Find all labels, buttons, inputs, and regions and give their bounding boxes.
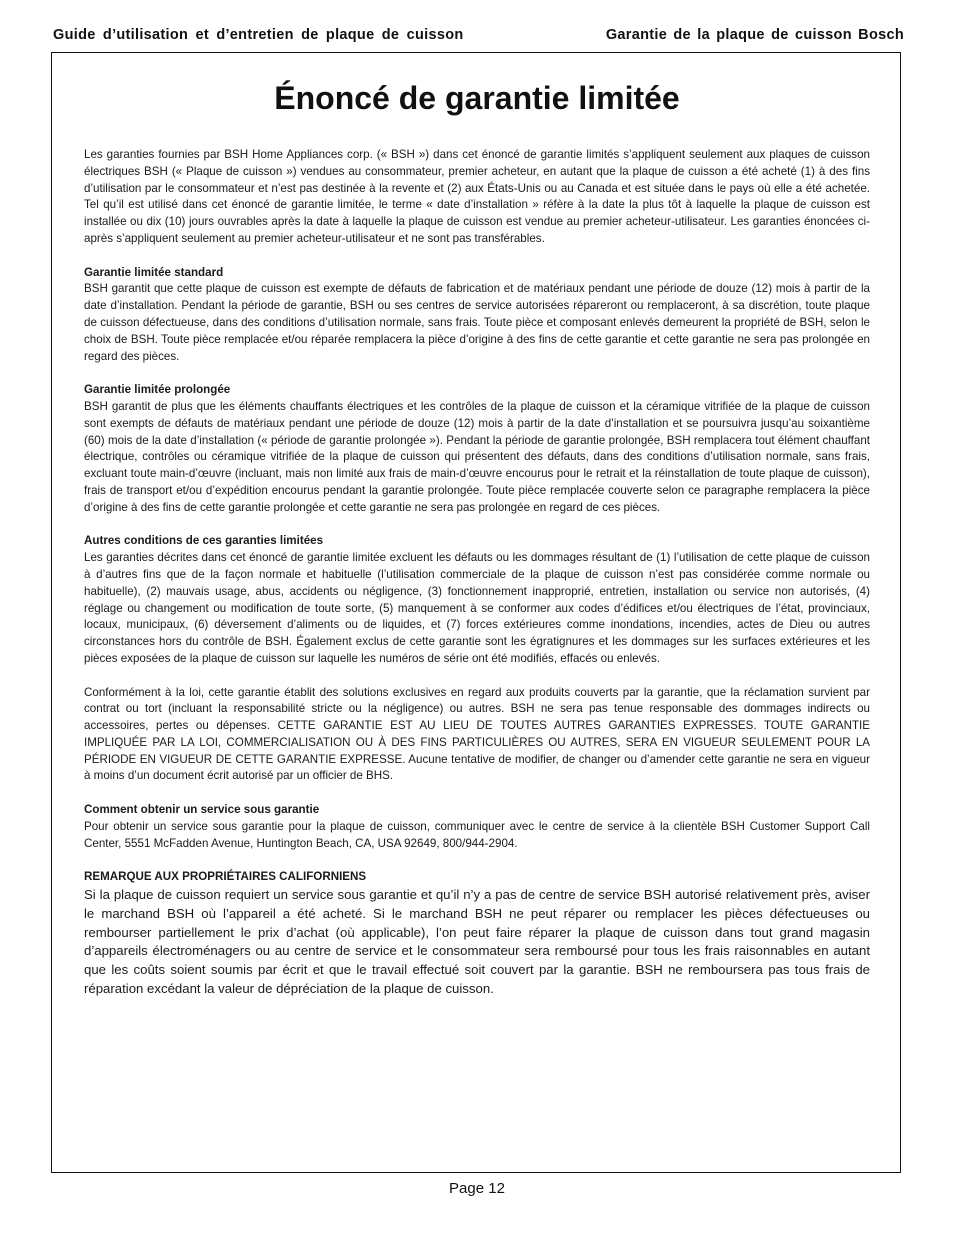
header-guide-title: Guide d’utilisation et d’entretien de plaque de cuisson: [53, 27, 464, 43]
section-body: Si la plaque de cuisson requiert un service sous garantie et qu’il n’y a pas de centre de service BSH autorisé relativement près, aviser le marchand BSH où l’appareil a été acheté. Si le marchand BSH ne peut réparer ou remplacer les pièces défectueuses ou rembourser partiellement le prix d’achat (où applicable), l’on peut faire réparer la plaque de cuisson dans tout grand magasin d’appareils électroménagers ou au centre de service et le consommateur sera remboursé pour tous les frais raisonnables en autant que les coûts soient soumis par écrit et que le travail effectué soit couvert par la garantie. BSH ne remboursera pas tous frais de réparation excédant la valeur de dépréciation de la plaque de cuisson.: [84, 887, 870, 997]
section-other-conditions: [84, 533, 870, 667]
section-body: Conformément à la loi, cette garantie établit des solutions exclusives en regard aux produits couverts par la garantie, que la réclamation survient par contrat ou tort (incluant la responsabilité stricte ou la négligence) ou autres. BSH ne sera pas tenue responsable des dommages indirects ou accessoires, pertes ou dépenses. CETTE GARANTIE EST AU LIEU DE TOUTES AUTRES GARANTIES EXPRESSES. TOUTE GARANTIE IMPLIQUÉE PAR LA LOI, COMMERCIALISATION OU À DES FINS PARTICULIÈRES OU AUTRES, SERA EN VIGUEUR SEULEMENT POUR LA PÉRIODE EN VIGUEUR DE CETTE GARANTIE EXPRESSE. Aucune tentative de modifier, de changer ou d’amender cette garantie ne sera en vigueur à moins d’un document écrit autorisé par un officier de BHS.: [84, 685, 870, 783]
section-body: BSH garantit que cette plaque de cuisson est exempte de défauts de fabrication et de matériaux pendant une période de douze (12) mois à partir de la date d’installation. Pendant la période de garantie, BSH ou ses centres de service autorisées répareront ou remplaceront, à sa discrétion, toute plaque de cuisson défectueuse, dans des conditions d’utilisation normale, sans frais. Toute pièce et composant enlevés demeurent la propriété de BSH, selon le choix de BSH. Toute pièce remplacée et/ou réparée remplacera la pièce d’origine à des fins de cette garantie et cette garantie ne sera pas prolongée en regard des pièces.: [84, 282, 870, 363]
section-legal-notice: [84, 685, 870, 786]
header-section-title: Garantie de la plaque de cuisson Bosch: [605, 27, 904, 43]
section-heading: Garantie limitée standard: [84, 265, 224, 279]
section-heading: Garantie limitée prolongée: [84, 383, 231, 397]
section-body: Les garanties décrites dans cet énoncé de garantie limitée excluent les défauts ou les dommages résultant de (1) l’utilisation de cette plaque de cuisson à d’autres fins que de la façon normale et habituelle (l’utilisation commerciale de la plaque de cuisson n’est pas considérée comme normale ou habituelle), (2) mauvais usage, abus, accidents ou négligence, (3) fonctionnement inapproprié, entretien, installation ou service non autorisés, (4) réglage ou changement ou modification de toute sorte, (5) manquement à se conformer aux codes d’édifices et/ou électriques de l’état, provinciaux, locaux, municipaux, (6) déversement d’aliments ou de liquides, et (7) forces extérieures comme inondations, incendies, actes de Dieu ou autres circonstances hors du contrôle de BSH. Également exclus de cette garantie sont les égratignures et les dommages sur les surfaces extérieures et les pièces exposées de la plaque de cuisson sur laquelle les numéros de série ont été modifiés, effacés ou enlevés.: [84, 551, 870, 665]
section-heading: Comment obtenir un service sous garantie: [84, 803, 320, 817]
section-body: BSH garantit de plus que les éléments chauffants électriques et les contrôles de la plaque de cuisson et la céramique vitrifiée de la plaque de cuisson sont exempts de défauts de matériaux pendant une période de douze (12) mois à partir de la date d’installation et se poursuivra jusqu’au soixantième (60) mois de la date d’installation (« période de garantie prolongée »). Pendant la période de garantie prolongée, BSH remplacera tout élément chauffant électrique, contrôles ou céramique vitrifiée de la plaque de cuisson qui présentent des défauts, dans des conditions d’utilisation normale, sans frais, excluant toute main-d’œuvre (incluant, mais non limité aux frais de main-d’œuvre encourus pour le retrait et la réinstallation de toute plaque de cuisson), frais de transport et/ou d’expédition encourus pendant la garantie prolongée. Toute pièce remplacée couverte selon ce paragraphe remplacera la pièce d’origine à des fins de cette garantie prolongée et cette garantie ne sera pas prolongée en regard de ces pièces.: [84, 399, 870, 514]
intro-paragraph: Les garanties fournies par BSH Home Appliances corp. (« BSH ») dans cet énoncé de garantie limités s’appliquent seulement aux plaques de cuisson électriques BSH (« Plaque de cuisson ») vendues au consommateur, premier acheteur, en autant que la plaque de cuisson a été acheté (1) à des fins d’utilisation par le consommateur et n’est pas destinée à la revente et (2) aux États-Unis ou au Canada et est située dans le pays où elle a été achetée. Tel qu’il est utilisé dans cet énoncé de garantie limitée, le terme « date d’installation » réfère à la date la plus tôt à laquelle la plaque de cuisson est installée ou dix (10) jours ouvrables après la date à laquelle la plaque de cuisson est vendue au premier acheteur-utilisateur. Les garanties énoncées ci-après s’appliquent seulement au premier acheteur-utilisateur et ne sont pas transférables.: [84, 148, 870, 245]
section-body: Pour obtenir un service sous garantie pour la plaque de cuisson, communiquer avec le centre de service à la clientèle BSH Customer Support Call Center, 5551 McFadden Avenue, Huntington Beach, CA, USA 92649, 800/944-2904.: [84, 819, 870, 850]
section-heading: REMARQUE AUX PROPRIÉTAIRES CALIFORNIENS: [84, 870, 367, 884]
warranty-content: [84, 147, 870, 1016]
page-title: Énoncé de garantie limitée: [274, 80, 680, 116]
section-standard-warranty: [84, 265, 870, 366]
section-california-notice: [84, 869, 870, 999]
page-number: Page 12: [449, 1180, 505, 1197]
section-obtain-service: [84, 802, 870, 852]
section-heading: Autres conditions de ces garanties limitées: [84, 534, 324, 548]
section-extended-warranty: [84, 382, 870, 516]
